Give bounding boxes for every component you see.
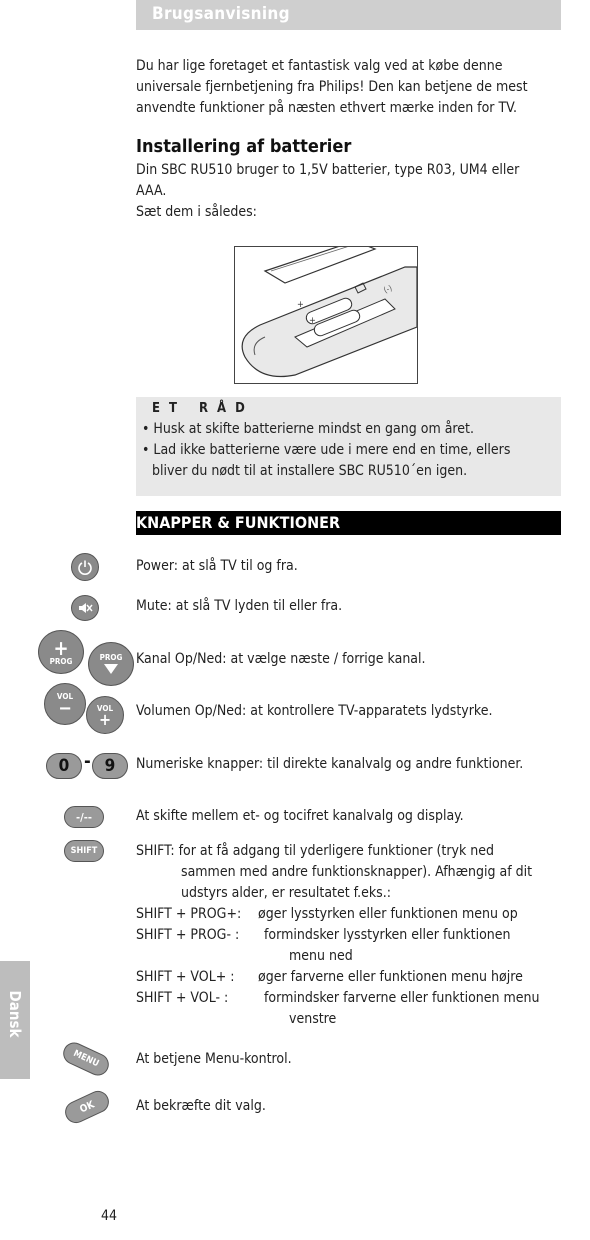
shift-combo-1-text: øger lysstyrken eller funktionen menu op (258, 906, 518, 922)
battery-illustration (234, 246, 418, 384)
vol-up-button-icon: VOL + (86, 696, 124, 734)
shift-line-1: SHIFT: for at få adgang til yderligere funktioner (tryk ned (136, 843, 495, 859)
power-button-icon (71, 553, 99, 581)
menu-button-icon: MENU (60, 1039, 113, 1079)
menu-description: At betjene Menu-kontrol. (136, 1051, 292, 1067)
tip-title: ET RÅD (152, 401, 254, 416)
vol-down-button-icon: VOL − (44, 683, 86, 725)
svg-text:(-): (-) (382, 283, 394, 295)
shift-combo-2-keys: SHIFT + PROG- : (136, 927, 240, 943)
language-label: Dansk (6, 990, 24, 1038)
svg-text:+: + (297, 300, 304, 310)
tip-item-1: • Husk at skifte batterierne mindst en gang om året. (142, 421, 474, 437)
intro-line-2: universale fjernbetjening fra Philips! Den kan betjene de mest (136, 79, 528, 95)
batteries-line-3: Sæt dem i således: (136, 204, 257, 220)
power-description: Power: at slå TV til og fra. (136, 558, 298, 574)
shift-combo-3-keys: SHIFT + VOL+ : (136, 969, 235, 985)
mute-button-icon (71, 595, 99, 621)
prog-up-button-icon: + PROG (38, 630, 84, 674)
intro-line-3: anvendte funktioner på næsten ethvert mærke inden for TV. (136, 100, 517, 116)
prog-description: Kanal Op/Ned: at vælge næste / forrige kanal. (136, 651, 426, 667)
header-bar (136, 0, 561, 30)
svg-text:+: + (309, 316, 316, 326)
shift-line-2: sammen med andre funktionsknapper). Afhængig af dit (181, 864, 533, 880)
section-bar (136, 511, 561, 535)
digit-button-icon: -/-- (64, 806, 104, 828)
vol-description: Volumen Op/Ned: at kontrollere TV-apparatets lydstyrke. (136, 703, 493, 719)
ok-button-icon: OK (62, 1087, 113, 1126)
shift-line-3: udstyrs alder, er resultatet f.eks.: (181, 885, 391, 901)
tip-item-3: bliver du nødt til at installere SBC RU510´en igen. (152, 463, 468, 479)
shift-button-icon: SHIFT (64, 840, 104, 862)
shift-combo-4-text: formindsker farverne eller funktionen menu (264, 990, 540, 1006)
prog-down-button-icon: PROG (88, 642, 134, 686)
batteries-heading: Installering af batterier (136, 136, 352, 157)
mute-description: Mute: at slå TV lyden til eller fra. (136, 598, 343, 614)
page-number: 44 (101, 1208, 118, 1224)
digit-description: At skifte mellem et- og tocifret kanalvalg og display. (136, 808, 464, 824)
ok-description: At bekræfte dit valg. (136, 1098, 266, 1114)
language-side-tab (0, 961, 30, 1079)
shift-combo-1-keys: SHIFT + PROG+: (136, 906, 242, 922)
header-title: Brugsanvisning (152, 4, 290, 24)
shift-combo-4-keys: SHIFT + VOL- : (136, 990, 229, 1006)
intro-line-1: Du har lige foretaget et fantastisk valg ved at købe denne (136, 58, 503, 74)
shift-combo-2-cont: menu ned (289, 948, 353, 964)
remote-battery-illustration-icon (235, 247, 417, 383)
nine-button-icon: 9 (92, 753, 128, 779)
zero-button-icon: 0 (46, 753, 82, 779)
shift-combo-3-text: øger farverne eller funktionen menu højre (258, 969, 523, 985)
batteries-line-1: Din SBC RU510 bruger to 1,5V batterier, type R03, UM4 eller (136, 162, 520, 178)
batteries-line-2: AAA. (136, 183, 167, 199)
numeric-range-dash: - (84, 751, 91, 772)
tip-item-2: • Lad ikke batterierne være ude i mere end en time, ellers (142, 442, 511, 458)
shift-combo-4-cont: venstre (289, 1011, 337, 1027)
section-title: KNAPPER & FUNKTIONER (136, 513, 341, 532)
numeric-description: Numeriske knapper: til direkte kanalvalg og andre funktioner. (136, 756, 524, 772)
shift-combo-2-text: formindsker lysstyrken eller funktionen (264, 927, 511, 943)
